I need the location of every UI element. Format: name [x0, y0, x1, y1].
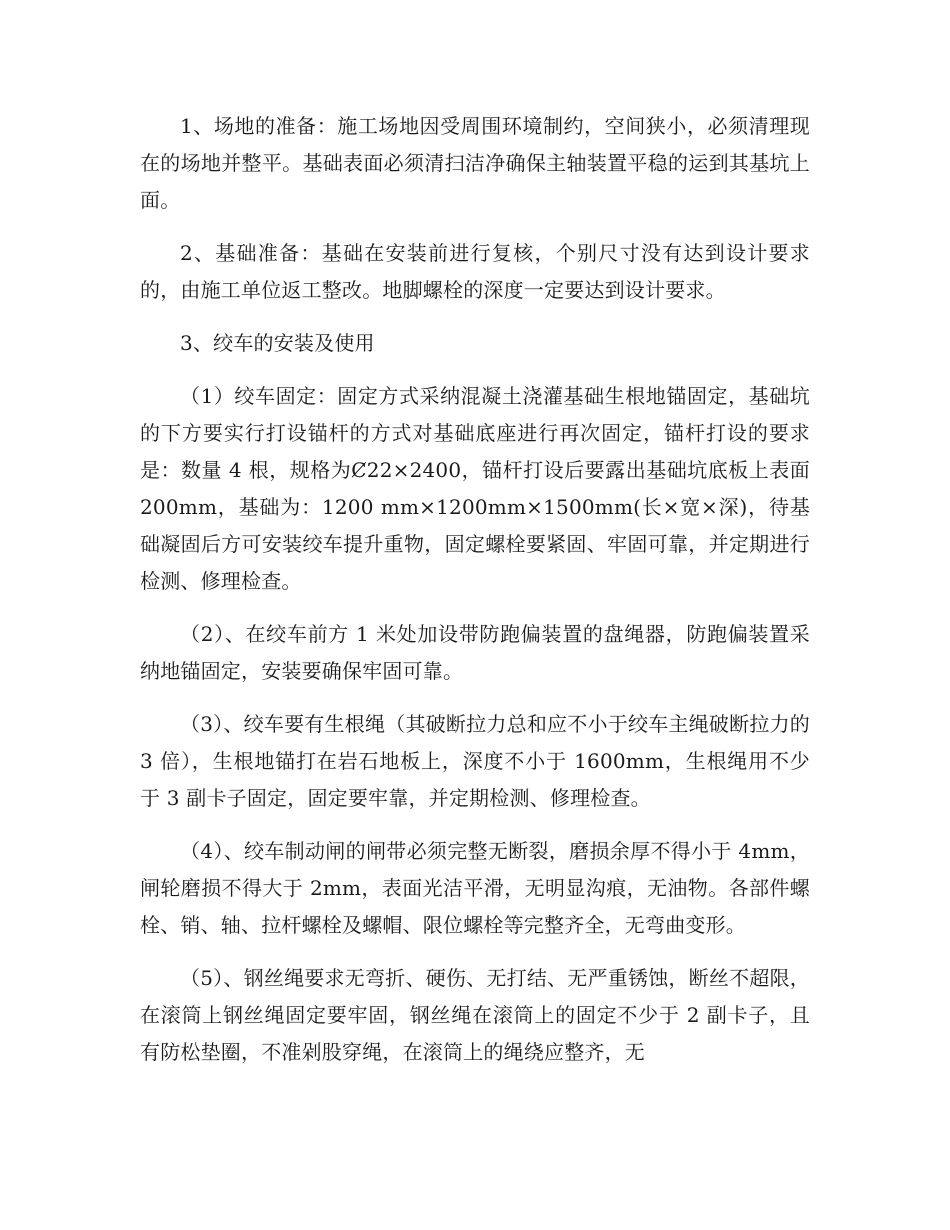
paragraph-winch-fixing: （1）绞车固定：固定方式采纳混凝土浇灌基础生根地锚固定，基础坑的下方要实行打设锚杆的方式对基础底座进行再次固定，锚杆打设的要求是：数量 4 根，规格为Ȼ22×2400，锚杆打设后要露出基础坑底板上表面 200mm，基础为：1200 mm×1200mm×1500mm(长×宽×深)，待基础凝固后方可安装绞车提升重物，固定螺栓要紧固、牢固可靠，并定期进行检测、修理检查。: [140, 384, 810, 593]
paragraph-foundation-preparation: 2、基础准备：基础在安装前进行复核，个别尺寸没有达到设计要求的，由施工单位返工整改。地脚螺栓的深度一定要达到设计要求。: [140, 241, 810, 302]
paragraph-rope-coiler: （2）、在绞车前方 1 米处加设带防跑偏装置的盘绳器，防跑偏装置采纳地锚固定，安装要确保牢固可靠。: [140, 622, 810, 683]
paragraph-site-preparation: 1、场地的准备：施工场地因受周围环境制约，空间狭小，必须清理现在的场地并整平。基础表面必须清扫洁净确保主轴装置平稳的运到其基坑上面。: [140, 114, 810, 212]
paragraph-winch-heading: 3、绞车的安装及使用: [180, 331, 375, 355]
paragraph-brake: （4）、绞车制动闸的闸带必须完整无断裂，磨损余厚不得小于 4mm，闸轮磨损不得大于 2mm，表面光洁平滑，无明显沟痕，无油物。各部件螺栓、销、轴、拉杆螺栓及螺帽、限位螺栓等完整齐全，无弯曲变形。: [140, 839, 810, 937]
document-body: [140, 108, 810, 1087]
paragraph-anchor-rope: （3）、绞车要有生根绳（其破断拉力总和应不小于绞车主绳破断拉力的 3 倍），生根地锚打在岩石地板上，深度不小于 1600mm，生根绳用不少于 3 副卡子固定，固定要牢靠，并定期检测、修理检查。: [140, 712, 810, 810]
paragraph-wire-rope: （5）、钢丝绳要求无弯折、硬伤、无打结、无严重锈蚀，断丝不超限，在滚筒上钢丝绳固定要牢固，钢丝绳在滚筒上的固定不少于 2 副卡子，且有防松垫圈，不准剁股穿绳，在滚筒上的绳绕应整齐，无: [140, 966, 810, 1064]
